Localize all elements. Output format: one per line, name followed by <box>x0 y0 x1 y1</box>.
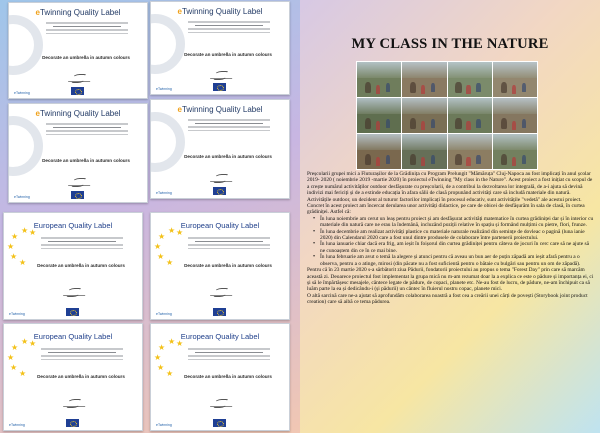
european-certificate-1 <box>3 212 143 320</box>
eu-flag-icon <box>71 87 84 95</box>
european-certificate-4 <box>150 323 290 431</box>
list-item: • În luna noiembrie am cerut un leaș pentru proiect și am desfășurat activități matematice în curtea grădiniței dar și în interior cu materiale din natură care ne erau la îndemână, incluzând poziții relative în spațiu și formând mulțimi cu pietre, flori, frunze. <box>307 216 595 229</box>
project-description <box>307 171 595 306</box>
certificate-header-lines <box>181 19 277 33</box>
list-item: • În luna ianuarie chiar dacă era frig, am ieșit în foișorul din curtea grădiniței pentru câteva de jocuri în cerc care să ne ajute să ne cunoaștem din ce în ce mai bine. <box>307 241 595 254</box>
outdoor-paragraph: Activitățile outdoor, un dezident al tuturor factorilor implicați în procesul educativ, sunt activitățile "vedetă" ale acestui proiect. <box>307 196 582 203</box>
outdoor-class-photo <box>357 98 401 133</box>
etwinning-logo: eTwinning <box>156 87 172 91</box>
etwinning-logo: eTwinning <box>156 191 172 195</box>
certificate-header-lines <box>181 117 277 131</box>
certificate-header-lines <box>181 235 277 249</box>
eu-flag-icon <box>213 308 226 316</box>
european-certificate-2 <box>150 212 290 320</box>
etwinning-certificate-2 <box>150 1 290 95</box>
certificate-title: European Quality Label <box>180 221 260 230</box>
outdoor-class-photo <box>493 98 537 133</box>
certificate-header-lines <box>34 346 130 360</box>
certificate-project-name: Decorate an umbrella in autumn colours <box>184 154 272 159</box>
certificate-ring-graphic <box>8 15 43 75</box>
etwinning-logo: eTwinning <box>14 195 30 199</box>
certificate-project-name: Decorate an umbrella in autumn colours <box>37 374 125 379</box>
etwinning-certificate-3 <box>8 103 148 203</box>
signature-graphic <box>210 70 234 79</box>
etwinning-logo: eTwinning <box>14 91 30 95</box>
outdoor-class-photo <box>402 98 446 133</box>
signature-graphic <box>68 177 92 186</box>
certificate-project-name: Decorate an umbrella in autumn colours <box>184 52 272 57</box>
intro-paragraph: Preșcolarii grupei mici a Fluturașilor de la Grădinița cu Program Prelungit "Mămăruța" Cluj-Napoca au fost implicați în anul școlar 2019- 2020 ( noiembrie 2019 -martie 2020) în proiectul eTwinning "My class in the Nature". Acest proiect a fost inițiat cu scopul de a crește numărul activităților outdoor desfășurate cu preșcolarii, de a contribui la dezvoltarea lor integrală, de a-i ajuta să devină indivizi mai fericiți și de a extinde educația în afara sălii de clasă propunând activități care să includă materiale din natură. <box>307 171 593 197</box>
eu-stars-graphic: ★ ★ ★ ★ ★ ★ <box>154 226 184 267</box>
storybook-paragraph: O altă sarcină care ne-a ajutat să aprofundăm colaborarea noastră a fost cea a creării unei cărți de povești (Storybook joint product creation) care să aibă ce tema pădurea. <box>307 292 588 306</box>
eu-flag-icon <box>213 83 226 91</box>
certificate-project-name: Decorate an umbrella in autumn colours <box>37 263 125 268</box>
outdoor-class-photo <box>402 134 446 169</box>
certificate-project-name: Decorate an umbrella in autumn colours <box>184 263 272 268</box>
etwinning-logo: eTwinning <box>156 423 172 427</box>
certificate-title: European Quality Label <box>33 221 113 230</box>
certificate-ring-graphic <box>150 112 185 172</box>
certificate-project-name: Decorate an umbrella in autumn colours <box>42 158 130 163</box>
certificate-header-lines <box>181 346 277 360</box>
certificate-header-lines <box>34 235 130 249</box>
eu-stars-graphic: ★ ★ ★ ★ ★ ★ <box>7 226 37 267</box>
etwinning-logo: eTwinning <box>9 423 25 427</box>
activities-intro-paragraph: Concret în acest proiect am încercat derularea unor activități didactice, pe care de obicei de desfășurăm în sala de clasă, în curtea grădiniței. Astfel că: <box>307 203 585 216</box>
etwinning-certificate-1 <box>8 2 148 99</box>
certificate-title: eTwinning Quality Label <box>177 7 263 16</box>
forest-day-paragraph: Pentru că în 23 martie 2020 s-a sărbătorit ziua Pădurii, fondatorii proiectului au propus o tema "Forest Day" prin care să marcăm această zi. Deoarece proiectul fost implementat la grupa mică nu m-am rezumat doar la a explica ce este o pădure și importanța ei, ci și să le împărtășesc mesajele, cântece legate de pădure, de copaci, planete etc. Ne-au fost de lucru, de pădure, ne-am închipuit ca să luăm parte la ea și dedicându-i (și pădurii) un cântec în fluierul nostru copac, planete mici. <box>307 267 594 293</box>
list-item: • În luna decembrie am realizat activități plastice cu materiale naturale realizând din semințe de dovleac o pagină (luna ianie 2020) din Calendarul 2020 care a fost unul dintre produsele de colaborare între partenerii proiectului. <box>307 229 595 242</box>
eu-flag-icon <box>71 191 84 199</box>
outdoor-class-photo <box>448 98 492 133</box>
certificate-title: European Quality Label <box>33 332 113 341</box>
signature-graphic <box>210 287 234 296</box>
certificate-project-name: Decorate an umbrella in autumn colours <box>184 374 272 379</box>
outdoor-class-photo <box>493 134 537 169</box>
outdoor-class-photo <box>357 62 401 97</box>
outdoor-class-photo <box>448 62 492 97</box>
eu-flag-icon <box>66 308 79 316</box>
etwinning-logo: eTwinning <box>9 312 25 316</box>
certificate-ring-graphic <box>8 116 43 176</box>
certificate-header-lines <box>39 121 135 135</box>
activities-list <box>307 216 595 267</box>
list-item: • În luna februarie am avut o temă la alegere și atunci pentru că aveau un bun aer de puțin zăpadă am ieșit afară pentru a o observa, pentru a o atinge, mirosi (din păcate nu a fost suficientă pentru o bătaie cu bulgări sau pentru un om de zăpadă). <box>307 254 595 267</box>
european-certificate-3 <box>3 323 143 431</box>
outdoor-class-photo <box>357 134 401 169</box>
etwinning-logo: eTwinning <box>156 312 172 316</box>
page-title: MY CLASS IN THE NATURE <box>351 36 549 52</box>
eu-flag-icon <box>213 419 226 427</box>
certificate-title: eTwinning Quality Label <box>35 109 121 118</box>
signature-graphic <box>63 398 87 407</box>
eu-flag-icon <box>66 419 79 427</box>
eu-stars-graphic: ★ ★ ★ ★ ★ ★ <box>154 337 184 378</box>
eu-flag-icon <box>213 187 226 195</box>
outdoor-class-photo <box>493 62 537 97</box>
signature-graphic <box>210 173 234 182</box>
photo-collage <box>356 61 538 170</box>
outdoor-class-photo <box>402 62 446 97</box>
certificate-ring-graphic <box>150 14 185 74</box>
signature-graphic <box>68 73 92 82</box>
outdoor-class-photo <box>448 134 492 169</box>
certificate-header-lines <box>39 20 135 34</box>
signature-graphic <box>63 287 87 296</box>
certificate-project-name: Decorate an umbrella in autumn colours <box>42 55 130 60</box>
eu-stars-graphic: ★ ★ ★ ★ ★ ★ <box>7 337 37 378</box>
certificate-title: European Quality Label <box>180 332 260 341</box>
certificate-title: eTwinning Quality Label <box>177 105 263 114</box>
signature-graphic <box>210 398 234 407</box>
etwinning-certificate-4 <box>150 99 290 199</box>
certificate-title: eTwinning Quality Label <box>35 8 121 17</box>
